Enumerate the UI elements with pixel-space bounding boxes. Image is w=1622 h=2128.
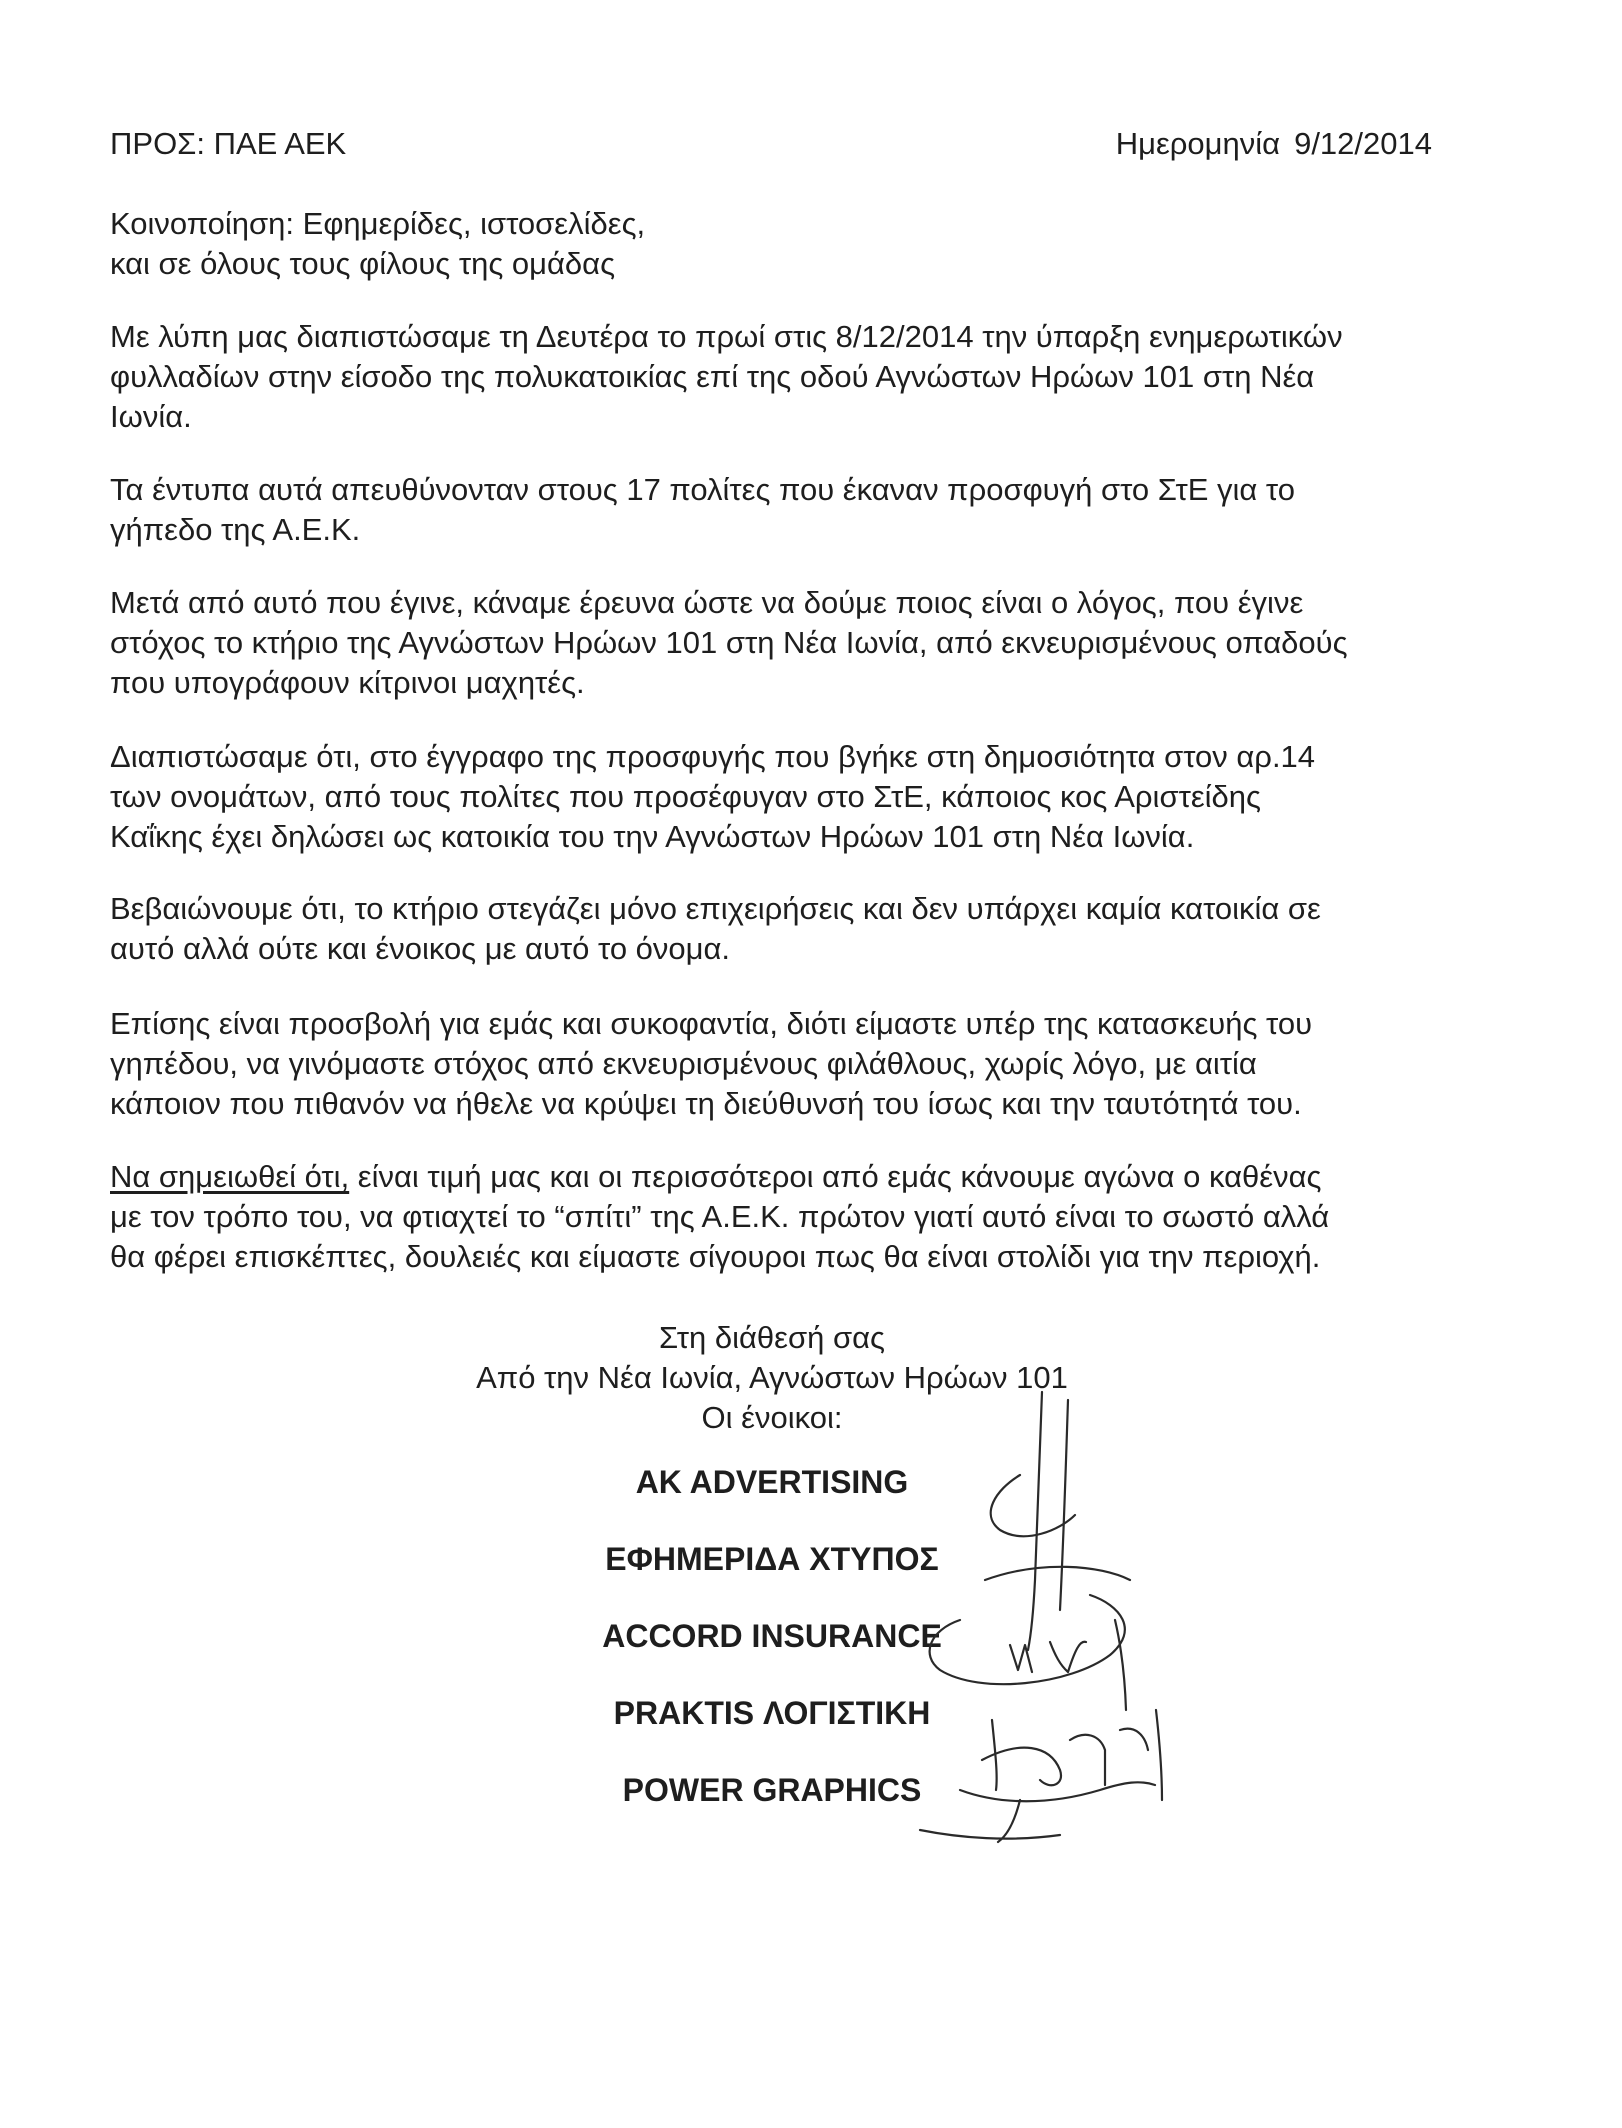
paragraph-1 xyxy=(110,317,1343,437)
paragraph-6 xyxy=(110,1004,1312,1124)
signatory: ACCORD INSURANCE xyxy=(602,1618,942,1654)
paragraph-line: θα φέρει επισκέπτες, δουλειές και είμαστε σίγουροι πως θα είναι στολίδι για την περιοχή. xyxy=(110,1239,1321,1274)
closing-block xyxy=(0,1318,1544,1438)
signatory-list xyxy=(0,1462,1544,1847)
paragraph-line: με τον τρόπο του, να φτιαχτεί το “σπίτι” της Α.Ε.Κ. πρώτον γιατί αυτό είναι το σωστό αλλά xyxy=(110,1199,1330,1234)
paragraph-line: Τα έντυπα αυτά απευθύνονταν στους 17 πολίτες που έκαναν προσφυγή στο ΣτΕ για το xyxy=(110,472,1295,507)
paragraph-line: κάποιον που πιθανόν να ήθελε να κρύψει τη διεύθυνσή του ίσως και την ταυτότητά του. xyxy=(110,1086,1302,1121)
paragraph-line: γηπέδου, να γινόμαστε στόχος από εκνευρισμένους φιλάθλους, χωρίς λόγο, με αιτία xyxy=(110,1046,1257,1081)
date-value: 9/12/2014 xyxy=(1294,126,1432,161)
date-label: Ημερομηνία xyxy=(1115,126,1281,161)
paragraph-2 xyxy=(110,470,1295,550)
paragraph-5 xyxy=(110,889,1321,969)
paragraph-line: Με λύπη μας διαπιστώσαμε τη Δευτέρα το πρωί στις 8/12/2014 την ύπαρξη ενημερωτικών xyxy=(110,319,1343,354)
signatory: POWER GRAPHICS xyxy=(622,1772,922,1808)
paragraph-text: είναι τιμή μας και οι περισσότεροι από εμάς κάνουμε αγώνα ο καθένας xyxy=(349,1159,1322,1194)
paragraph-line: φυλλαδίων στην είσοδο της πολυκατοικίας επί της οδού Αγνώστων Ηρώων 101 στη Νέα xyxy=(110,359,1315,394)
paragraph-line: Βεβαιώνουμε ότι, το κτήριο στεγάζει μόνο επιχειρήσεις και δεν υπάρχει καμία κατοικία σε xyxy=(110,891,1321,926)
date-line xyxy=(1116,124,1432,164)
cc-line: Κοινοποίηση: Εφημερίδες, ιστοσελίδες, xyxy=(110,206,646,241)
signatory: PRAKTIS ΛΟΓΙΣΤΙΚΗ xyxy=(613,1695,931,1731)
paragraph-line: Επίσης είναι προσβολή για εμάς και συκοφαντία, διότι είμαστε υπέρ της κατασκευής του xyxy=(110,1006,1313,1041)
paragraph-line: γήπεδο της Α.Ε.Κ. xyxy=(110,512,361,547)
paragraph-line: Μετά από αυτό που έγινε, κάναμε έρευνα ώστε να δούμε ποιος είναι ο λόγος, που έγινε xyxy=(110,585,1304,620)
recipient: ΠΡΟΣ: ΠΑΕ ΑΕΚ xyxy=(110,126,347,161)
closing-line: Από την Νέα Ιωνία, Αγνώστων Ηρώων 101 xyxy=(476,1360,1068,1395)
emphasis-underlined: Να σημειωθεί ότι, xyxy=(110,1159,350,1194)
paragraph-line: Διαπιστώσαμε ότι, στο έγγραφο της προσφυγής που βγήκε στη δημοσιότητα στον αρ.14 xyxy=(110,739,1316,774)
paragraph-line: που υπογράφουν κίτρινοι μαχητές. xyxy=(110,665,585,700)
closing-line: Οι ένοικοι: xyxy=(701,1400,843,1435)
paragraph-7 xyxy=(110,1157,1329,1277)
paragraph-line: αυτό αλλά ούτε και ένοικος με αυτό το όνομα. xyxy=(110,931,731,966)
paragraph-line: των ονομάτων, από τους πολίτες που προσέφυγαν στο ΣτΕ, κάποιος κος Αριστείδης xyxy=(110,779,1261,814)
paragraph-3 xyxy=(110,583,1348,703)
paragraph-4 xyxy=(110,737,1315,857)
signatory: AK ADVERTISING xyxy=(635,1464,909,1500)
cc-line: και σε όλους τους φίλους της ομάδας xyxy=(110,246,616,281)
paragraph-line: στόχος το κτήριο της Αγνώστων Ηρώων 101 στη Νέα Ιωνία, από εκνευρισμένους οπαδούς xyxy=(110,625,1348,660)
paragraph-line: Ιωνία. xyxy=(110,399,192,434)
cc-block xyxy=(110,204,645,284)
paragraph-line: Καΐκης έχει δηλώσει ως κατοικία του την Αγνώστων Ηρώων 101 στη Νέα Ιωνία. xyxy=(110,819,1195,854)
handwritten-signature xyxy=(900,1380,1200,1850)
signatory: ΕΦΗΜΕΡΙΔΑ ΧΤΥΠΟΣ xyxy=(605,1541,939,1577)
closing-line: Στη διάθεσή σας xyxy=(659,1320,885,1355)
paragraph-line xyxy=(110,1157,1329,1197)
